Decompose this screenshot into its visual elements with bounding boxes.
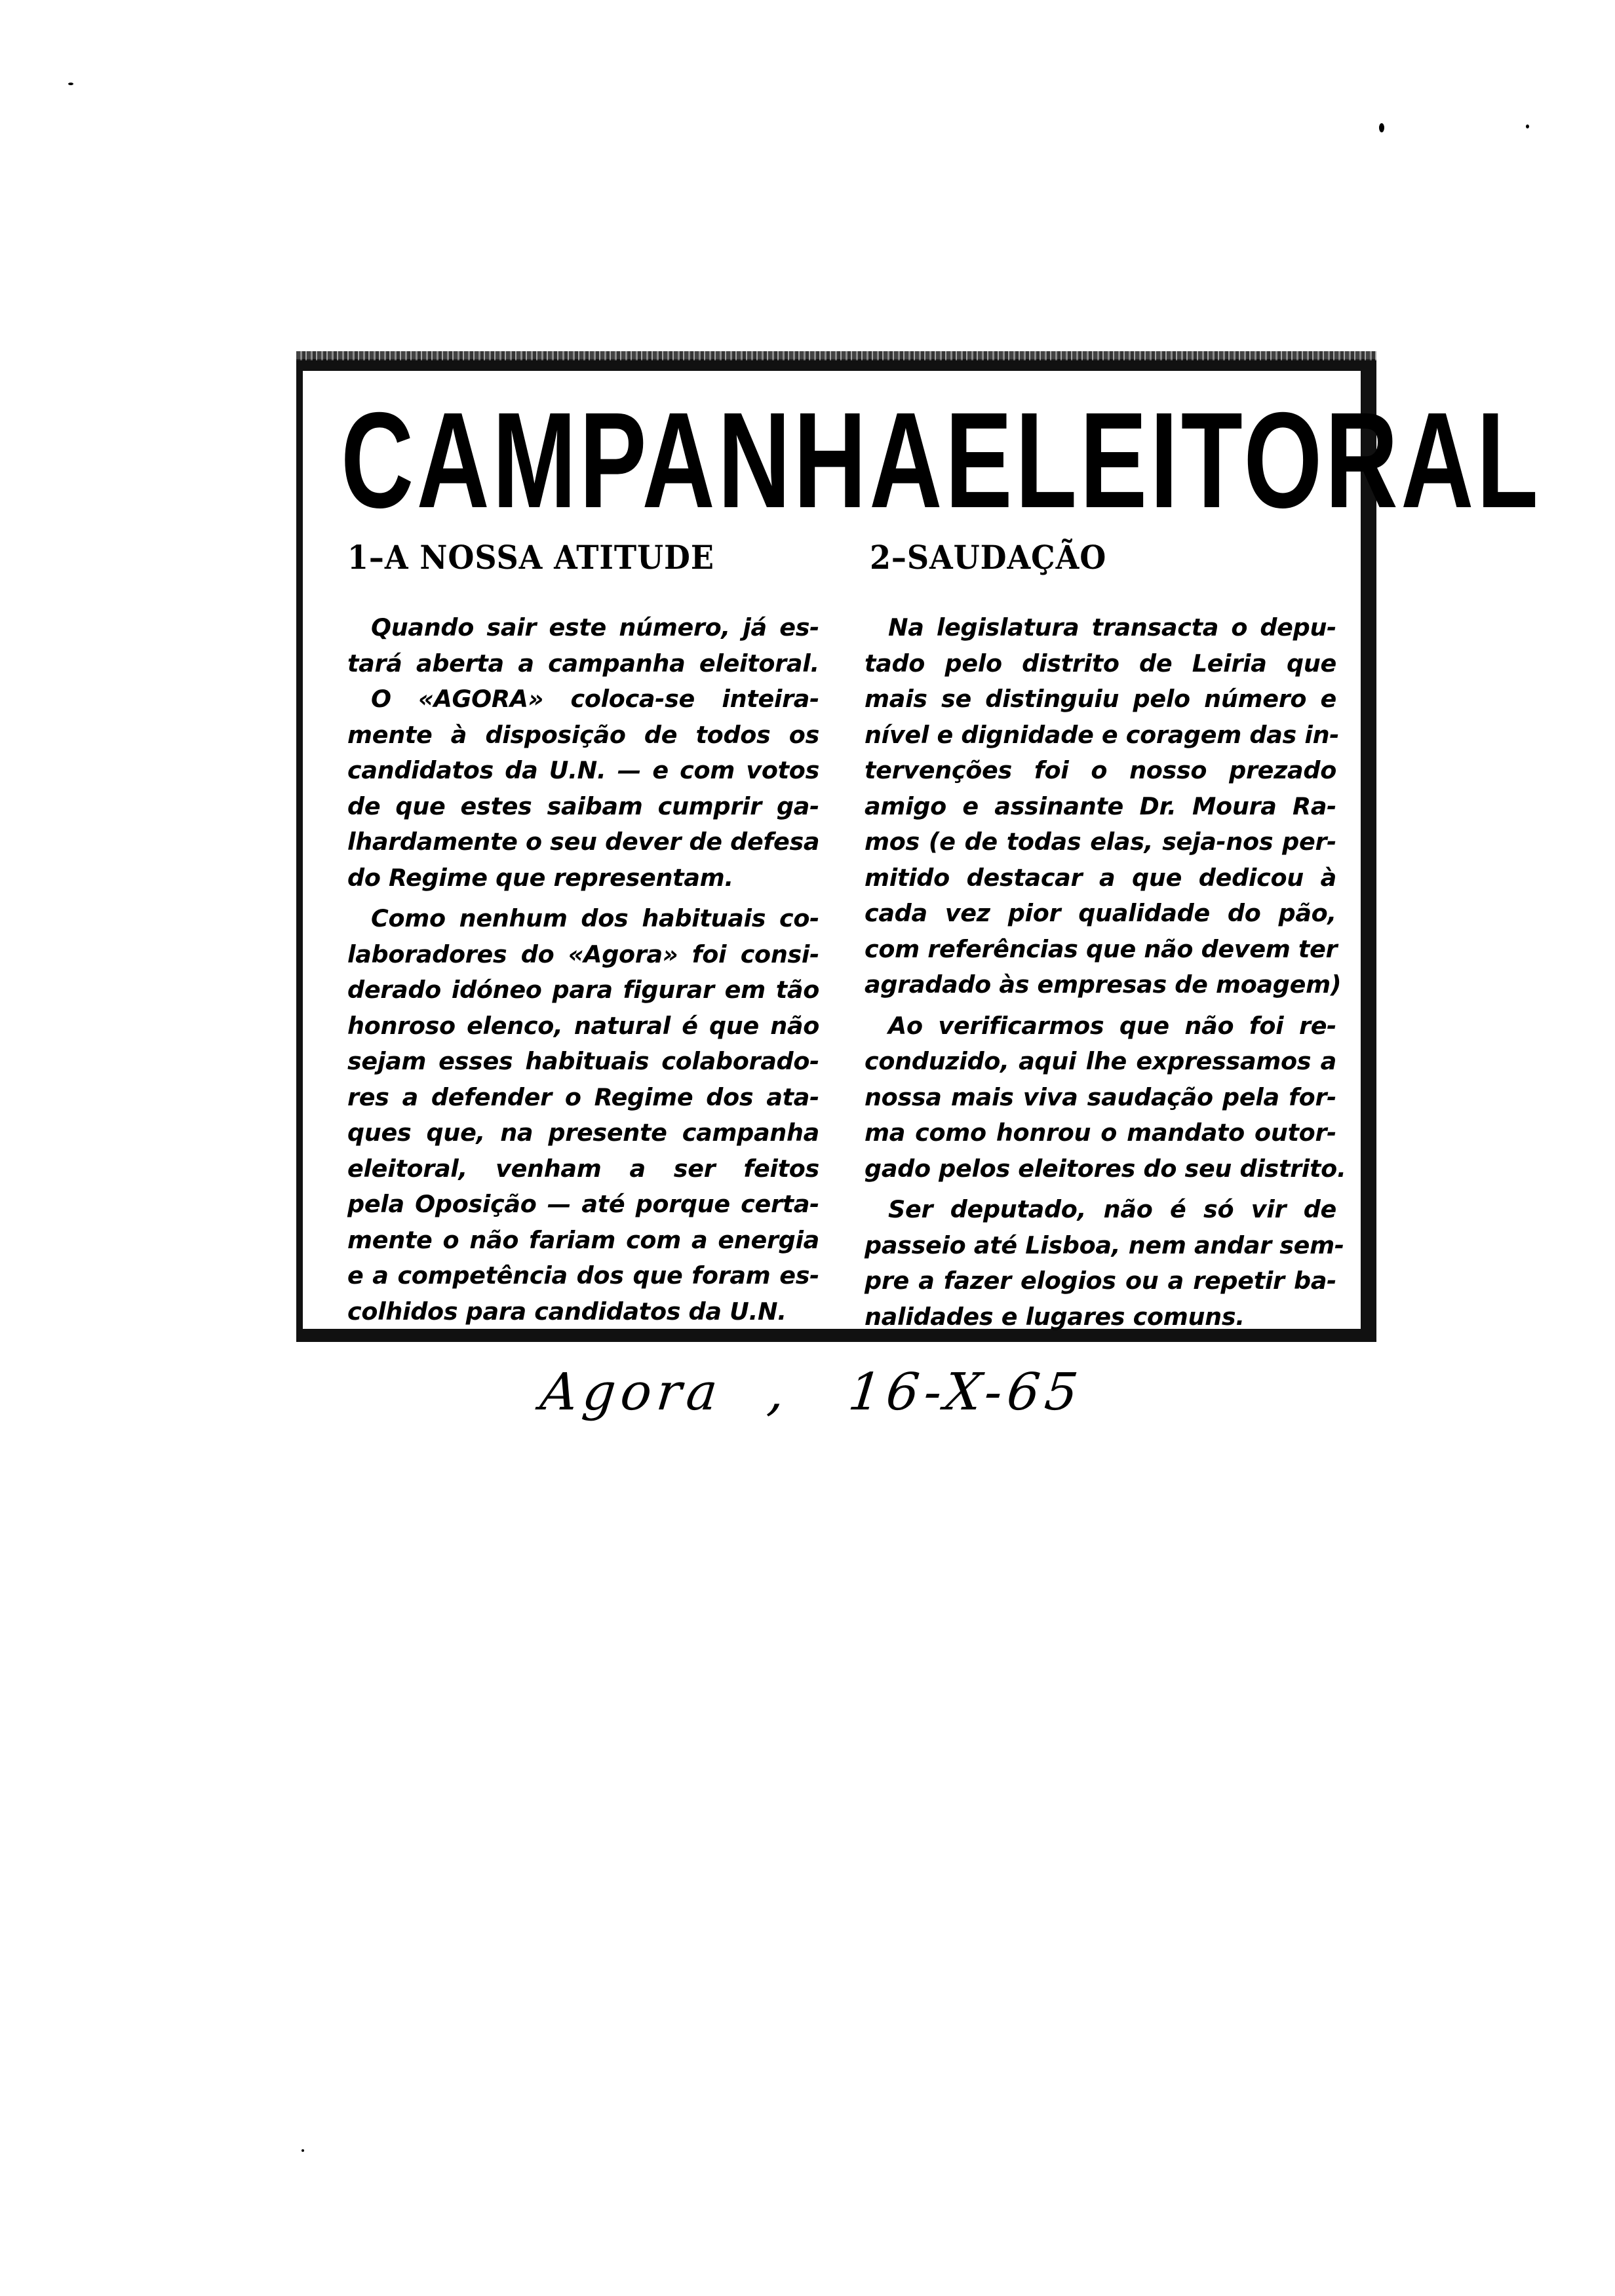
text-line: ques que, na presente campanha [347, 1119, 819, 1147]
text-line: laboradores do «Agora» foi consi- [347, 940, 819, 968]
text-line: candidatos da U.N. — e com votos [347, 756, 819, 784]
text-line: sejam esses habituais colaborado- [347, 1047, 819, 1075]
text-line: tará aberta a campanha eleitoral. [347, 649, 819, 678]
text-line: nível e dignidade e coragem das in- [865, 720, 1340, 749]
article-column-saudacao [865, 610, 1346, 1335]
handwritten-signature: Agora [537, 1363, 726, 1422]
article-column-nossa-atitude [347, 610, 819, 1330]
text-line: tervenções foi o nosso prezado [865, 756, 1336, 784]
text-line: gado pelos eleitores do seu distrito. [865, 1154, 1346, 1183]
masthead-word-2: ELEITORAL [944, 385, 1542, 537]
text-line: Ao verificarmos que não foi re- [888, 1011, 1336, 1040]
text-line: eleitoral, venham a ser feitos [347, 1154, 819, 1183]
scan-speck [1526, 124, 1529, 128]
section-heading-nossa-atitude: 1–A NOSSA ATITUDE [347, 538, 714, 577]
text-line: cada vez pior qualidade do pão, [865, 899, 1336, 927]
text-line: mente o não fariam com a energia [347, 1225, 819, 1254]
text-line: lhardamente o seu dever de defesa [347, 828, 820, 856]
text-line: colhidos para candidatos da U.N. [347, 1297, 787, 1326]
text-line: res a defender o Regime dos ata- [347, 1082, 819, 1111]
text-line: Na legislatura transacta o depu- [888, 613, 1336, 641]
text-line: mos (e de todas elas, seja-nos per- [865, 828, 1336, 856]
handwritten-annotation [537, 1363, 1085, 1422]
text-line: mente à disposição de todos os [347, 720, 819, 749]
text-line: nossa mais viva saudação pela for- [865, 1082, 1336, 1111]
text-line: derado idóneo para figurar em tão [347, 976, 819, 1004]
text-line: com referências que não devem ter [865, 934, 1338, 963]
text-line: e a competência dos que foram es- [347, 1261, 819, 1290]
text-line: de que estes saibam cumprir ga- [347, 792, 819, 820]
text-line: pre a fazer elogios ou a repetir ba- [865, 1267, 1336, 1295]
text-line: mais se distinguiu pelo número e [865, 685, 1336, 713]
scan-speck [68, 83, 73, 85]
text-line: nalidades e lugares comuns. [865, 1302, 1245, 1331]
masthead-word-1: CAMPANHA [341, 385, 945, 537]
section-heading-saudacao: 2–SAUDAÇÃO [870, 538, 1107, 577]
text-line: ma como honrou o mandato outor- [865, 1119, 1336, 1147]
text-line: mitido destacar a que dedicou à [865, 863, 1336, 892]
text-line: amigo e assinante Dr. Moura Ra- [865, 792, 1336, 820]
handwritten-date: 16-X-65 [846, 1363, 1086, 1422]
text-line: passeio até Lisboa, nem andar sem- [865, 1231, 1344, 1259]
text-line: pela Oposição — até porque certa- [347, 1190, 819, 1218]
text-line: agradado às empresas de moagem) [865, 970, 1342, 999]
text-line: tado pelo distrito de Leiria que [865, 649, 1336, 678]
handwritten-separator: , [765, 1363, 793, 1422]
text-line: honroso elenco, natural é que não [347, 1011, 819, 1040]
text-line: conduzido, aqui lhe expressamos a [865, 1047, 1336, 1075]
newspaper-clipping [296, 359, 1542, 1342]
masthead-title [341, 385, 1542, 537]
text-line: do Regime que representam. [347, 863, 733, 892]
text-line: Ser deputado, não é só vir de [888, 1195, 1336, 1223]
scan-speck [1379, 123, 1384, 132]
text-line: Quando sair este número, já es- [371, 613, 819, 641]
scan-speck [302, 2149, 304, 2152]
text-line: O «AGORA» coloca-se inteira- [371, 685, 819, 713]
text-line: Como nenhum dos habituais co- [371, 904, 819, 932]
